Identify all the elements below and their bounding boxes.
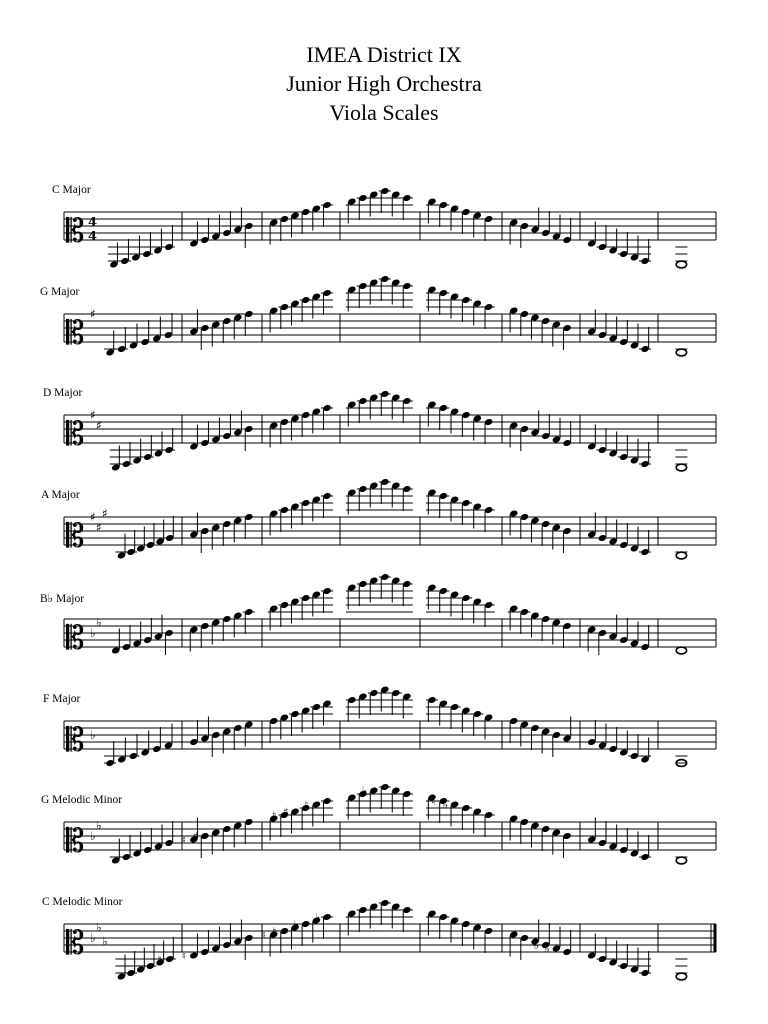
time-signature-top: 4 [88, 215, 98, 231]
alto-clef-icon: 𝄡 [66, 617, 85, 657]
whole-note [676, 349, 686, 356]
alto-clef-icon: 𝄡 [66, 821, 85, 861]
whole-note [676, 647, 686, 654]
scale-label: B♭ Major [40, 592, 85, 605]
flat-icon: ♭ [442, 798, 448, 812]
flat-icon: ♭ [102, 934, 108, 949]
natural-icon: ♮ [272, 809, 277, 823]
flat-icon: ♭ [533, 938, 539, 952]
scale-label: A Major [41, 489, 80, 502]
scale-label: C Melodic Minor [42, 895, 123, 908]
natural-icon: ♮ [261, 928, 266, 942]
alto-clef-icon: 𝄡 [66, 922, 85, 962]
sharp-icon: ♯ [96, 418, 102, 433]
staff-system [0, 681, 768, 771]
staff-system [0, 884, 768, 974]
alto-clef-icon: 𝄡 [66, 312, 85, 352]
scale-label: C Major [52, 184, 91, 196]
title-line-1: IMEA District IX [306, 42, 462, 67]
sharp-icon: ♯ [90, 306, 96, 321]
natural-icon: ♮ [181, 949, 186, 963]
flat-icon: ♭ [315, 910, 321, 924]
flat-icon: ♭ [96, 615, 102, 630]
sharp-icon: ♯ [90, 408, 96, 423]
sharp-icon: ♯ [102, 506, 108, 521]
natural-icon: ♮ [181, 833, 186, 847]
sharp-icon: ♯ [96, 520, 102, 535]
staff-system [0, 274, 768, 364]
sharp-icon: ♯ [192, 830, 199, 844]
title-line-2: Junior High Orchestra [286, 71, 482, 96]
whole-note [676, 857, 686, 864]
whole-note [676, 973, 686, 980]
flat-icon: ♭ [361, 784, 368, 798]
staff-system [0, 375, 768, 465]
final-barline [714, 924, 717, 952]
staff-system [0, 782, 768, 872]
flat-icon: ♭ [293, 917, 299, 931]
whole-note [676, 464, 686, 471]
alto-clef-icon: 𝄡 [66, 211, 85, 250]
staff-system [0, 579, 768, 669]
scale-label: G Melodic Minor [41, 794, 123, 807]
staff-system [0, 477, 768, 567]
whole-note [676, 552, 686, 559]
flat-icon: ♭ [90, 829, 96, 844]
natural-icon: ♮ [304, 798, 309, 812]
natural-icon: ♮ [272, 924, 277, 938]
flat-icon: ♭ [90, 727, 96, 742]
title-line-3: Viola Scales [329, 100, 439, 125]
flat-icon: ♭ [90, 930, 96, 945]
time-signature-bottom: 4 [88, 229, 98, 245]
flat-icon: ♭ [96, 920, 102, 935]
flat-icon: ♭ [90, 625, 96, 640]
flat-icon: ♭ [96, 818, 102, 833]
staff-system [0, 172, 768, 262]
scale-label: F Major [43, 692, 81, 705]
alto-clef-icon: 𝄡 [66, 719, 85, 759]
scale-label: G Major [40, 285, 80, 298]
sharp-icon: ♯ [90, 510, 96, 525]
natural-icon: ♮ [431, 795, 436, 809]
scale-label: D Major [43, 387, 83, 400]
whole-note [676, 261, 686, 268]
alto-clef-icon: 𝄡 [66, 414, 85, 454]
title-block [0, 40, 768, 127]
alto-clef-icon: 𝄡 [66, 516, 85, 556]
sharp-icon: ♯ [283, 805, 289, 819]
natural-icon: ♮ [157, 952, 162, 966]
flat-icon: ♭ [544, 942, 550, 956]
